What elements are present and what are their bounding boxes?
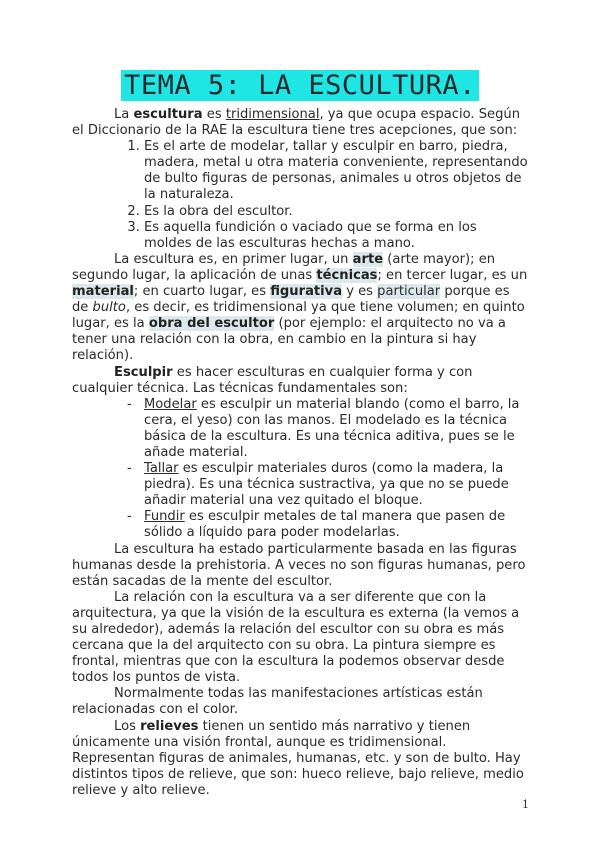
text: , es decir, es tridimensional ya que tiene volumen; en quinto lugar, es la xyxy=(72,300,525,332)
text: es hacer esculturas en cualquier forma y con cualquier técnica. Las técnicas fundamentales son: xyxy=(72,364,473,396)
bold-term: relieves xyxy=(140,718,199,734)
text: (por ejemplo: el arquitecto no va a tener una relación con la obra, en cambio en la pintura si hay relación). xyxy=(72,316,506,364)
paragraph-characteristics xyxy=(72,252,528,365)
text: es xyxy=(202,107,226,122)
bold-term: Esculpir xyxy=(114,364,173,380)
text: es esculpir un material blando (como el barro, la cera, el yeso) con las manos. El modelado es la técnica básica de la escultura. Es una técnica aditiva, pues se le añade material. xyxy=(144,396,520,460)
underlined-term: Tallar xyxy=(144,461,179,477)
paragraph-relacion: La relación con la escultura va a ser diferente que con la arquitectura, ya que la visión de la escultura es externa (la vemos a su alrededor), además la relación del escultor con su obra es más cercana que la del arquitecto con su obra. La pintura siempre es frontal, mientras que con la escultura la podemos observar desde todos los puntos de vista. xyxy=(72,589,520,686)
title-container xyxy=(0,70,600,101)
page-number: 1 xyxy=(522,798,529,811)
highlighted-term: figurativa xyxy=(270,284,343,300)
list-item: 2. Es la obra del escultor. xyxy=(144,204,528,220)
list-item xyxy=(144,397,528,461)
highlighted-term: material xyxy=(72,284,134,300)
list-item xyxy=(144,509,528,541)
page-title: TEMA 5: LA ESCULTURA. xyxy=(121,70,479,101)
underlined-term: tridimensional xyxy=(225,107,320,122)
text: La xyxy=(114,107,134,122)
text: y es xyxy=(342,284,378,300)
text: Los xyxy=(114,718,141,734)
underlined-term: Fundir xyxy=(144,509,185,525)
document-body xyxy=(72,107,528,799)
paragraph-prehistoria: La escultura ha estado particularmente basada en las figuras humanas desde la prehistoria. A veces no son figuras humanas, pero están sacadas de la mente del escultor. xyxy=(72,541,526,589)
paragraph-esculpir xyxy=(72,365,528,397)
list-item xyxy=(144,461,528,509)
highlighted-term: particular xyxy=(377,284,441,300)
text: ; en cuarto lugar, es xyxy=(133,284,271,300)
text: porque es de xyxy=(72,284,510,316)
text: tienen un sentido más narrativo y tienen únicamente una visión frontal, aunque es tridimensional. Representan figuras de animales, humanas, etc. y son de bulto. Hay distintos tipos de relieve, que son: hueco relieve, bajo relieve, medio relieve y alto relieve. xyxy=(72,718,524,798)
text: es esculpir materiales duros (como la madera, la piedra). Es una técnica sustractiva, ya que no se puede añadir material una vez quitado el bloque. xyxy=(144,461,509,509)
paragraph-color: Normalmente todas las manifestaciones artísticas están relacionadas con el color. xyxy=(72,686,483,718)
text: , ya que ocupa espacio. Según el Diccionario de la RAE la escultura tiene tres acepciones, que son: xyxy=(72,107,520,139)
italic-term: bulto xyxy=(92,300,126,316)
bold-term: escultura xyxy=(133,107,203,122)
acepciones-list xyxy=(72,139,528,252)
highlighted-term: arte xyxy=(352,251,384,267)
tecnicas-list xyxy=(72,397,528,542)
paragraph-relieves xyxy=(72,719,528,799)
text: (arte mayor); en segundo lugar, la aplicación de unas xyxy=(72,251,496,283)
highlighted-term: obra del escultor xyxy=(148,316,275,332)
paragraph-definition xyxy=(72,107,528,139)
list-item: 3. Es aquella fundición o vaciado que se forma en los moldes de las esculturas hechas a mano. xyxy=(144,220,528,252)
list-item: 1. Es el arte de modelar, tallar y esculpir en barro, piedra, madera, metal u otra materia conveniente, representando de bulto figuras de personas, animales u otros objetos de la naturaleza. xyxy=(144,139,528,203)
text: es esculpir metales de tal manera que pasen de sólido a líquido para poder modelarlas. xyxy=(144,509,506,541)
highlighted-term: técnicas xyxy=(316,267,378,283)
text: ; en tercer lugar, es un xyxy=(377,267,528,283)
text: La escultura es, en primer lugar, un xyxy=(114,251,353,267)
underlined-term: Modelar xyxy=(144,396,197,412)
